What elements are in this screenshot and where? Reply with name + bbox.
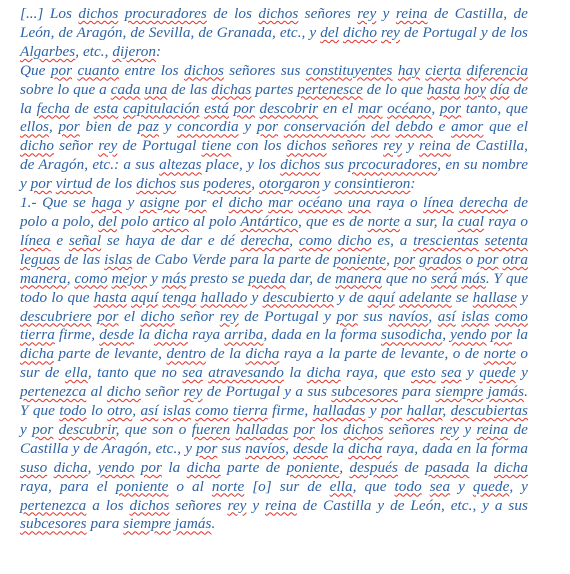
flagged-word: yendo — [97, 458, 135, 476]
flagged-word: dichas — [211, 80, 252, 98]
flagged-word: reina — [476, 420, 509, 438]
flagged-word: cada — [110, 80, 141, 98]
flagged-word: por — [140, 458, 162, 476]
flagged-word: por — [50, 61, 73, 79]
flagged-word: hallar — [406, 402, 443, 420]
flagged-word: dicha — [53, 458, 88, 476]
flagged-word: norte — [483, 345, 516, 363]
flagged-word: subcesores — [331, 383, 398, 401]
flagged-word: norte — [211, 477, 245, 495]
paragraph-declaration: Que por cuanto entre los dichos señores sus constituyentes hay cierta diferencia sobre lo que a cada una de las dichas partes pertenesce de lo que hasta hoy día de la fecha de esta capitulación está por descobrir en el mar océano, por tanto, que ellos, por bien de paz y concordia y por conservación del debdo e amor que el dicho señor rey de Portugal tiene con los dichos señores rey y reina de Castilla, de Aragón, etc.: a sus altezas place, y los dichos sus prcocuradores, en su nombre y por virtud de los dichos sus poderes, otorgaron y consintieron: — [20, 61, 528, 193]
flagged-word: jamás — [487, 383, 525, 401]
flagged-word: pertenezca — [20, 496, 87, 514]
flagged-word: yendo — [450, 326, 487, 344]
flagged-word: mejor — [111, 269, 148, 287]
flagged-word: dichos — [343, 420, 384, 438]
flagged-word: dicha — [245, 345, 280, 363]
document-body — [20, 5, 528, 534]
flagged-word: una — [348, 194, 371, 212]
flagged-word: dichos — [280, 156, 321, 174]
flagged-word: ella — [329, 477, 353, 495]
flagged-word: reina — [419, 137, 451, 155]
flagged-word: subcesores — [20, 515, 87, 533]
flagged-word: por — [336, 307, 358, 325]
flagged-word: por — [380, 402, 403, 420]
flagged-word: poderes — [203, 175, 252, 193]
flagged-word: navíos — [245, 439, 286, 457]
flagged-word: dichos — [183, 61, 224, 79]
flagged-word: quede — [472, 477, 510, 495]
flagged-word: desde — [293, 439, 328, 457]
flagged-word: dicho — [20, 137, 54, 155]
flagged-word: setenta — [484, 231, 528, 249]
flagged-word: mar — [268, 194, 293, 212]
flagged-word: ella — [64, 364, 88, 382]
flagged-word: altezas — [159, 156, 202, 174]
flagged-word: rey — [227, 496, 247, 514]
flagged-word: como — [74, 269, 108, 287]
flagged-word: por — [233, 99, 255, 117]
flagged-word: una — [144, 80, 168, 98]
flagged-word: por — [196, 439, 218, 457]
flagged-word: día — [490, 80, 510, 98]
flagged-word: siempre — [435, 383, 484, 401]
flagged-word: derecha — [240, 231, 290, 249]
flagged-word: pueda — [248, 269, 286, 287]
flagged-word: dichos — [286, 137, 327, 155]
flagged-word: aquí — [367, 288, 395, 306]
flagged-word: así — [140, 402, 159, 420]
flagged-word: dentro — [166, 345, 206, 363]
flagged-word: todo — [394, 477, 422, 495]
flagged-word: halladas — [312, 402, 366, 420]
paragraph-preamble: [...] Los dichos procuradores de los dichos señores rey y reina de Castilla, de León, de Aragón, de Sevilla, de Granada, etc., y del dicho rey de Portugal y de los Algarbes, etc., dijeron: — [20, 5, 529, 60]
flagged-word: descubrir — [58, 420, 116, 438]
flagged-word: manera — [335, 269, 382, 287]
flagged-word: haga — [91, 194, 122, 212]
flagged-word: dicha — [20, 345, 54, 363]
flagged-word: islas — [104, 250, 133, 268]
flagged-word: quede — [479, 364, 516, 382]
flagged-word: siempre — [123, 515, 172, 533]
flagged-word: por — [477, 250, 499, 268]
flagged-word: pasada — [425, 458, 470, 476]
flagged-word: fecha — [36, 99, 70, 117]
flagged-word: por — [393, 250, 416, 268]
flagged-word: descubriere — [20, 307, 92, 325]
flagged-word: tierra — [20, 326, 55, 344]
flagged-word: hay — [397, 61, 420, 79]
flagged-word: señal — [68, 231, 102, 249]
flagged-word: Algarbes — [20, 42, 76, 60]
flagged-word: rey — [219, 307, 239, 325]
flagged-word: cierta — [425, 61, 462, 79]
flagged-word: océano — [387, 99, 432, 117]
flagged-word: cual — [457, 212, 485, 230]
flagged-word: más — [461, 269, 486, 287]
flagged-word: fueren — [191, 420, 231, 438]
flagged-word: consintieron — [334, 175, 411, 193]
flagged-word: tenga — [162, 288, 197, 306]
flagged-word: por — [58, 118, 80, 136]
flagged-word: dicha — [186, 458, 221, 476]
flagged-word: hallase — [472, 288, 518, 306]
flagged-word: otorgaron — [258, 175, 320, 193]
flagged-word: diferencia — [466, 61, 528, 79]
flagged-word: prcocuradores — [348, 156, 438, 174]
flagged-word: por — [185, 194, 207, 212]
flagged-word: dichos — [78, 5, 119, 22]
flagged-word: virtud — [55, 175, 93, 193]
flagged-word: dichos — [136, 175, 177, 193]
flagged-word: manera — [20, 269, 67, 287]
flagged-word: dicha — [494, 458, 528, 476]
flagged-word: mar — [357, 99, 383, 117]
flagged-word: atravesando — [208, 364, 284, 382]
flagged-word: rey — [98, 137, 118, 155]
flagged-word: constituyentes — [305, 61, 393, 79]
flagged-word: está — [204, 99, 229, 117]
flagged-word: derecha — [459, 194, 509, 212]
flagged-word: por — [97, 307, 119, 325]
flagged-word: dichos — [258, 5, 299, 22]
flagged-word: como — [195, 402, 229, 420]
flagged-word: sea — [182, 364, 203, 382]
flagged-word: desde — [99, 326, 135, 344]
flagged-word: del — [320, 23, 339, 41]
flagged-word: descubierto — [262, 288, 334, 306]
flagged-word: dicha — [306, 364, 341, 382]
flagged-word: por — [32, 420, 54, 438]
flagged-word: dijeron — [112, 42, 157, 60]
flagged-word: por — [439, 99, 462, 117]
flagged-word: dicha — [154, 326, 189, 344]
flagged-word: hallado — [200, 288, 248, 306]
flagged-word: descubiertas — [450, 402, 528, 420]
flagged-word: concordia — [177, 118, 239, 136]
flagged-word: suso — [20, 458, 48, 476]
flagged-word: poniente — [286, 458, 340, 476]
flagged-word: rey — [183, 383, 203, 401]
flagged-word: adelante — [398, 288, 452, 306]
flagged-word: del — [98, 212, 117, 230]
flagged-word: trescientas — [413, 231, 479, 249]
flagged-word: sea — [441, 364, 462, 382]
flagged-word: reina — [265, 496, 297, 514]
flagged-word: asigne — [139, 194, 180, 212]
flagged-word: paz — [137, 118, 159, 136]
flagged-word: cuanto — [77, 61, 120, 79]
flagged-word: susodicha — [381, 326, 443, 344]
flagged-word: rey — [383, 137, 403, 155]
flagged-word: otro — [107, 402, 133, 420]
flagged-word: océano — [298, 194, 343, 212]
flagged-word: rey — [357, 5, 377, 22]
flagged-word: sea — [429, 477, 451, 495]
flagged-word: poniente — [115, 477, 169, 495]
flagged-word: otra — [502, 250, 528, 268]
flagged-word: como — [298, 231, 332, 249]
flagged-word: artico — [152, 212, 190, 230]
flagged-word: dicha — [348, 439, 383, 457]
flagged-word: dicho — [106, 383, 141, 401]
flagged-word: poniente — [333, 250, 387, 268]
flagged-word: dicho — [140, 307, 175, 325]
flagged-word: por — [30, 175, 52, 193]
flagged-word: jamás — [174, 515, 212, 533]
flagged-word: hoy — [464, 80, 487, 98]
flagged-word: dicho — [228, 194, 263, 212]
flagged-word: descobrir — [259, 99, 319, 117]
flagged-word: dicho — [337, 231, 372, 249]
flagged-word: después — [349, 458, 398, 476]
flagged-word: del — [371, 118, 390, 136]
flagged-word: por — [293, 420, 315, 438]
flagged-word: capitulación — [122, 99, 200, 117]
flagged-word: será — [430, 269, 458, 287]
flagged-word: hasta — [93, 288, 127, 306]
flagged-word: aquí — [131, 288, 159, 306]
flagged-word: más — [161, 269, 187, 287]
flagged-word: conservación — [283, 118, 366, 136]
flagged-word: ellos — [20, 118, 49, 136]
flagged-word: procuradores — [124, 5, 207, 22]
flagged-word: dicho — [342, 23, 377, 41]
flagged-word: halladas — [235, 420, 289, 438]
flagged-word: Antártico — [240, 212, 299, 230]
paragraph-article-1: 1.- Que se haga y asigne por el dicho mar océano una raya o línea derecha de polo a polo, del polo artico al polo Antártico, que es de norte a sur, la cual raya o línea e señal se haya de dar e dé derecha, como dicho es, a trescientas setenta leguas de las islas de Cabo Verde para la parte de poniente, por grados o por otra manera, como mejor y más presto se pueda dar, de manera que no será más. Y que todo lo que hasta aquí tenga hallado y descubierto y de aquí adelante se hallase y descubriere por el dicho señor rey de Portugal y por sus navíos, así islas como tierra firme, desde la dicha raya arriba, dada en la forma susodicha, yendo por la dicha parte de levante, dentro de la dicha raya a la parte de levante, o de norte o sur de ella, tanto que no sea atravesando la dicha raya, que esto sea y quede y pertenezca al dicho señor rey de Portugal y a sus subcesores para siempre jamás. Y que todo lo otro, así islas como tierra firme, halladas y por hallar, descubiertas y por descubrir, que son o fueren halladas por los dichos señores rey y reina de Castilla y de Aragón, etc., y por sus navíos, desde la dicha raya, dada en la forma suso dicha, yendo por la dicha parte de poniente, después de pasada la dicha raya, para el poniente o al norte [o] sur de ella, que todo sea y quede, y pertenezca a los dichos señores rey y reina de Castilla y de León, etc., y a sus subcesores para siempre jamás. — [20, 194, 529, 533]
flagged-word: como — [494, 307, 528, 325]
flagged-word: por — [256, 118, 279, 136]
flagged-word: islas — [461, 307, 490, 325]
flagged-word: debdo — [395, 118, 433, 136]
flagged-word: navíos — [388, 307, 429, 325]
flagged-word: todo — [59, 402, 87, 420]
flagged-word: arriba — [224, 326, 264, 344]
flagged-word: rey — [381, 23, 400, 41]
flagged-word: hasta — [426, 80, 461, 98]
flagged-word: tierra — [232, 402, 268, 420]
flagged-word: así — [437, 307, 456, 325]
flagged-word: grados — [419, 250, 462, 268]
flagged-word: reina — [395, 5, 428, 22]
flagged-word: leguas — [20, 250, 60, 268]
flagged-word: pertenezca — [20, 383, 87, 401]
flagged-word: pertenesce — [297, 80, 363, 98]
flagged-word: línea — [423, 194, 454, 212]
flagged-word: esta — [93, 99, 119, 117]
flagged-word: tiene — [201, 137, 232, 155]
flagged-word: rey — [440, 420, 460, 438]
flagged-word: línea — [20, 231, 51, 249]
flagged-word: amor — [451, 118, 484, 136]
flagged-word: por — [490, 326, 513, 344]
flagged-word: dichos — [129, 496, 170, 514]
flagged-word: islas — [162, 402, 191, 420]
flagged-word: norte — [367, 212, 400, 230]
flagged-word: esto — [411, 364, 436, 382]
